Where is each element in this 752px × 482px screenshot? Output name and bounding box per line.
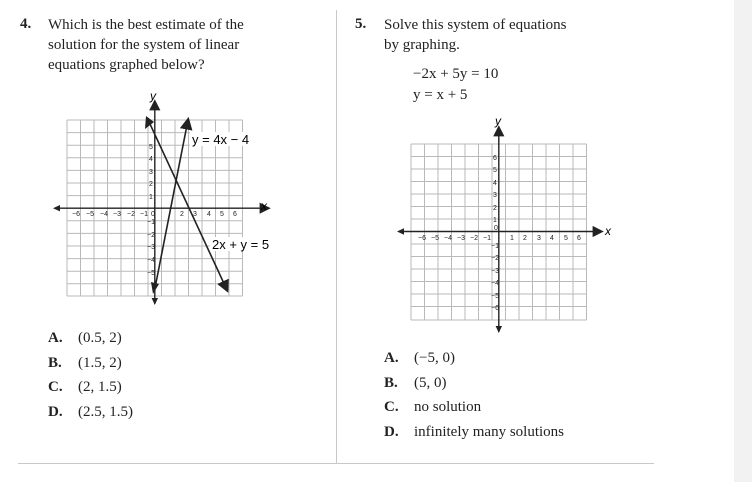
x-tick-label: −1 xyxy=(483,235,491,242)
y-tick-label: −4 xyxy=(147,257,155,264)
choice-letter: C. xyxy=(384,399,399,415)
question-5-prompt xyxy=(384,15,567,55)
x-tick-label: −5 xyxy=(86,211,94,218)
question-5-number: 5. xyxy=(355,16,367,32)
bottom-rule xyxy=(18,463,654,464)
choice-text: (−5, 0) xyxy=(414,350,455,366)
question-5-graph xyxy=(393,114,623,340)
choice-letter: A. xyxy=(384,350,399,366)
x-tick-label: 2 xyxy=(523,235,527,242)
choice-letter: B. xyxy=(48,354,62,371)
y-axis-label: y xyxy=(150,89,156,103)
x-tick-label: −6 xyxy=(418,235,426,242)
choice-text: no solution xyxy=(414,399,482,415)
question-5-equations xyxy=(413,64,498,106)
x-tick-label: −3 xyxy=(457,235,465,242)
choice-letter: B. xyxy=(384,374,398,391)
question-5-choices xyxy=(384,350,564,448)
x-tick-label: 3 xyxy=(537,235,541,242)
y-axis-label: y xyxy=(495,114,501,128)
line-label-2: 2x + y = 5 xyxy=(212,237,270,252)
question-4-prompt-line: equations graphed below? xyxy=(48,57,205,73)
choice-text: (1.5, 2) xyxy=(78,354,122,371)
question-4-graph xyxy=(50,86,290,306)
question-4-choices xyxy=(48,330,133,428)
y-tick-label: 3 xyxy=(493,192,497,199)
choice-5d[interactable] xyxy=(384,424,564,449)
line-2-top-arrow xyxy=(145,116,154,129)
choice-text: infinitely many solutions xyxy=(414,423,564,440)
x-tick-label: 5 xyxy=(564,235,568,242)
x-tick-label: −6 xyxy=(72,211,80,218)
x-tick-label: 2 xyxy=(180,211,184,218)
equation: y = x + 5 xyxy=(413,87,468,103)
y-tick-label: 2 xyxy=(493,205,497,212)
choice-letter: D. xyxy=(384,423,399,440)
x-axis-left-arrow xyxy=(53,205,60,211)
column-divider xyxy=(336,10,337,464)
y-tick-label: −5 xyxy=(147,270,155,277)
question-4-prompt-line: solution for the system of linear xyxy=(48,37,240,53)
x-tick-label: 0 xyxy=(151,211,155,218)
choice-4d[interactable] xyxy=(48,404,133,429)
choice-text: (2, 1.5) xyxy=(78,379,122,395)
choice-4a[interactable] xyxy=(48,330,133,355)
x-tick-label: −1 xyxy=(140,211,148,218)
y-tick-label: −6 xyxy=(491,305,499,312)
x-tick-label: 3 xyxy=(193,211,197,218)
choice-letter: A. xyxy=(48,330,63,346)
x-tick-label: −2 xyxy=(127,211,135,218)
x-tick-label: 0 xyxy=(494,225,498,232)
choice-4c[interactable] xyxy=(48,379,133,404)
x-tick-labels xyxy=(72,211,237,218)
x-tick-label: −5 xyxy=(431,235,439,242)
scrollbar-track[interactable] xyxy=(734,0,752,482)
x-tick-label: −4 xyxy=(444,235,452,242)
x-tick-label: 6 xyxy=(577,235,581,242)
choice-text: (2.5, 1.5) xyxy=(78,403,133,420)
x-tick-label: 1 xyxy=(510,235,514,242)
question-4-prompt-line: Which is the best estimate of the xyxy=(48,17,244,33)
choice-letter: C. xyxy=(48,379,63,395)
x-tick-label: 4 xyxy=(207,211,211,218)
x-axis-label: x xyxy=(261,199,267,213)
question-4-prompt xyxy=(48,15,244,75)
y-tick-label: −4 xyxy=(491,280,499,287)
choice-text: (5, 0) xyxy=(414,374,447,391)
y-tick-label: −2 xyxy=(491,255,499,262)
y-tick-label: −3 xyxy=(491,268,499,275)
y-axis-bottom-arrow xyxy=(496,326,502,333)
choice-5c[interactable] xyxy=(384,399,564,424)
y-tick-label: 5 xyxy=(149,144,153,151)
y-tick-label: −1 xyxy=(147,219,155,226)
x-tick-label: 5 xyxy=(220,211,224,218)
choice-text: (0.5, 2) xyxy=(78,330,122,346)
y-tick-label: −2 xyxy=(147,232,155,239)
y-tick-label: 1 xyxy=(149,194,153,201)
y-tick-label: −1 xyxy=(491,243,499,250)
y-tick-label: 6 xyxy=(493,155,497,162)
y-tick-label: −3 xyxy=(147,244,155,251)
choice-4b[interactable] xyxy=(48,355,133,380)
y-tick-label: 2 xyxy=(149,181,153,188)
choice-5b[interactable] xyxy=(384,375,564,400)
x-tick-label: 4 xyxy=(550,235,554,242)
x-axis-left-arrow xyxy=(397,228,404,234)
question-5-prompt-line: Solve this system of equations xyxy=(384,17,567,33)
y-tick-label: −5 xyxy=(491,293,499,300)
x-tick-label: −2 xyxy=(470,235,478,242)
equation: −2x + 5y = 10 xyxy=(413,66,499,82)
question-5-prompt-line: by graphing. xyxy=(384,37,460,53)
y-tick-label: 4 xyxy=(493,180,497,187)
x-tick-label: 6 xyxy=(233,211,237,218)
y-tick-label: 3 xyxy=(149,169,153,176)
y-axis-bottom-arrow xyxy=(152,298,158,305)
x-tick-label: −4 xyxy=(100,211,108,218)
line-label-1: y = 4x − 4 xyxy=(192,132,250,147)
x-tick-label: −3 xyxy=(113,211,121,218)
choice-5a[interactable] xyxy=(384,350,564,375)
y-tick-label: 5 xyxy=(493,167,497,174)
question-4-number: 4. xyxy=(20,16,32,32)
y-tick-label: 1 xyxy=(493,217,497,224)
y-tick-label: 4 xyxy=(149,156,153,163)
x-axis-label: x xyxy=(605,224,611,238)
choice-letter: D. xyxy=(48,403,63,420)
